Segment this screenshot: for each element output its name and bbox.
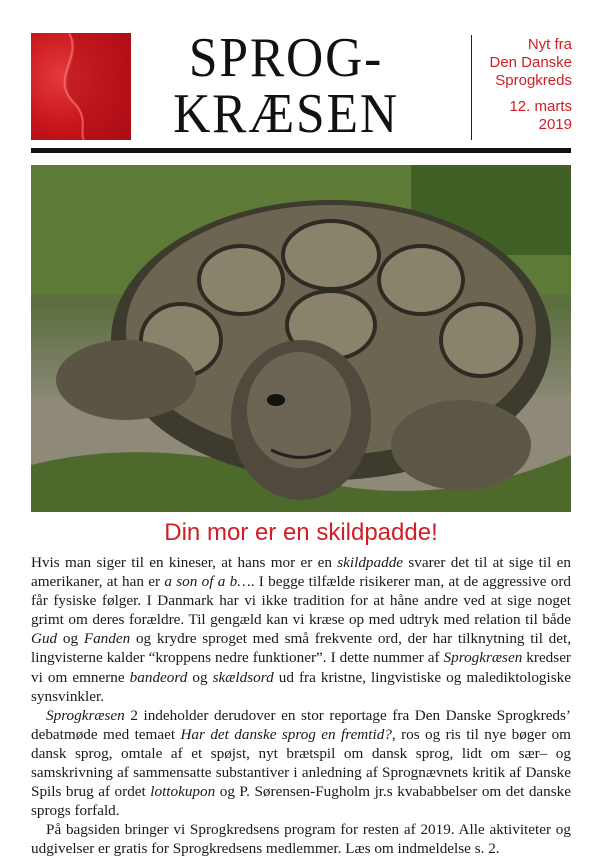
emphasis: skældsord xyxy=(212,668,274,686)
emphasis: a son of a b… xyxy=(164,573,251,591)
emphasis: Gud xyxy=(31,630,58,648)
paragraph-3: På bagsiden bringer vi Sprogkredsens program for resten af 2019. Alle aktiviteter og udgivelser er gratis for Sprogkredsens medlemmer. Læs om indmeldelse s. 2. xyxy=(31,821,571,858)
masthead-tagline xyxy=(476,36,572,90)
issue-date-line1: 12. marts xyxy=(509,98,572,115)
emphasis: Sprogkræsen xyxy=(46,706,125,724)
text-run: 2 indeholder derudover en stor reportage fra Den Danske Sprogkreds’ debatmøde med temaet xyxy=(31,706,571,743)
issue-date xyxy=(476,98,572,134)
tagline-line: Sprogkreds xyxy=(495,72,572,89)
paragraph-2 xyxy=(31,706,571,821)
masthead-rule xyxy=(31,148,571,153)
paragraph-1 xyxy=(31,553,571,706)
masthead-divider xyxy=(471,35,472,140)
masthead-title-line1: SPROG- xyxy=(188,27,384,89)
article-headline: Din mor er en skildpadde! xyxy=(164,519,438,546)
text-run: og xyxy=(187,668,213,686)
article-body xyxy=(31,553,571,859)
masthead-title-line2: KRÆSEN xyxy=(173,83,399,145)
tortoise-photo xyxy=(31,165,571,512)
text-run: og P. Sørensen-Fugholm jr.s kvababbelser om det danske sprogs forfald. xyxy=(31,783,571,820)
emphasis: skildpadde xyxy=(337,554,404,571)
tagline-line: Nyt fra xyxy=(527,36,572,53)
text-run: kredser vi om emnerne xyxy=(31,649,571,686)
issue-date-line2: 2019 xyxy=(538,116,572,133)
text-run: ud fra kristne, lingvistiske og malediktologiske synsvinkler. xyxy=(31,668,571,705)
text-run: og xyxy=(57,630,84,648)
text-run: . I begge tilfælde risikerer man, at de aggressive ord får fysiske følger. I Danmark har vi ikke tradition for at håne andre ved at sige noget grimt om deres forældre. Til gengæld kan vi kræse op med udtryk med relation til både xyxy=(31,573,572,629)
emphasis: lottokupon xyxy=(150,783,216,801)
logo-graphic xyxy=(31,33,131,140)
text-run: , ros og ris til nye bøger om dansk sprog, omtale af et spøjst, nyt brætspil om dansk sprog, lidt om sær– og samskrivning af sammensatte substantiver i anledning af Sprognævnets kritik af Danske Spils brug af ordet xyxy=(31,725,571,801)
tortoise-illustration xyxy=(31,165,571,512)
tagline-line: Den Danske xyxy=(489,54,572,71)
text-run: Hvis man siger til en kineser, at hans mor er en xyxy=(31,554,338,571)
text-run: og krydre sproget med små frekvente ord, der har tilknytning til det, lingvisterne kalder “kroppens nedre funktioner”. I dette nummer af xyxy=(31,630,572,667)
emphasis: Sprogkræsen xyxy=(443,649,523,667)
emphasis: Har det danske sprog en fremtid? xyxy=(180,725,392,743)
emphasis: bandeord xyxy=(129,668,188,686)
logo xyxy=(31,33,131,140)
emphasis: Fanden xyxy=(83,630,131,648)
text-run: svarer det til at sige til en amerikaner, at han er xyxy=(31,554,571,591)
